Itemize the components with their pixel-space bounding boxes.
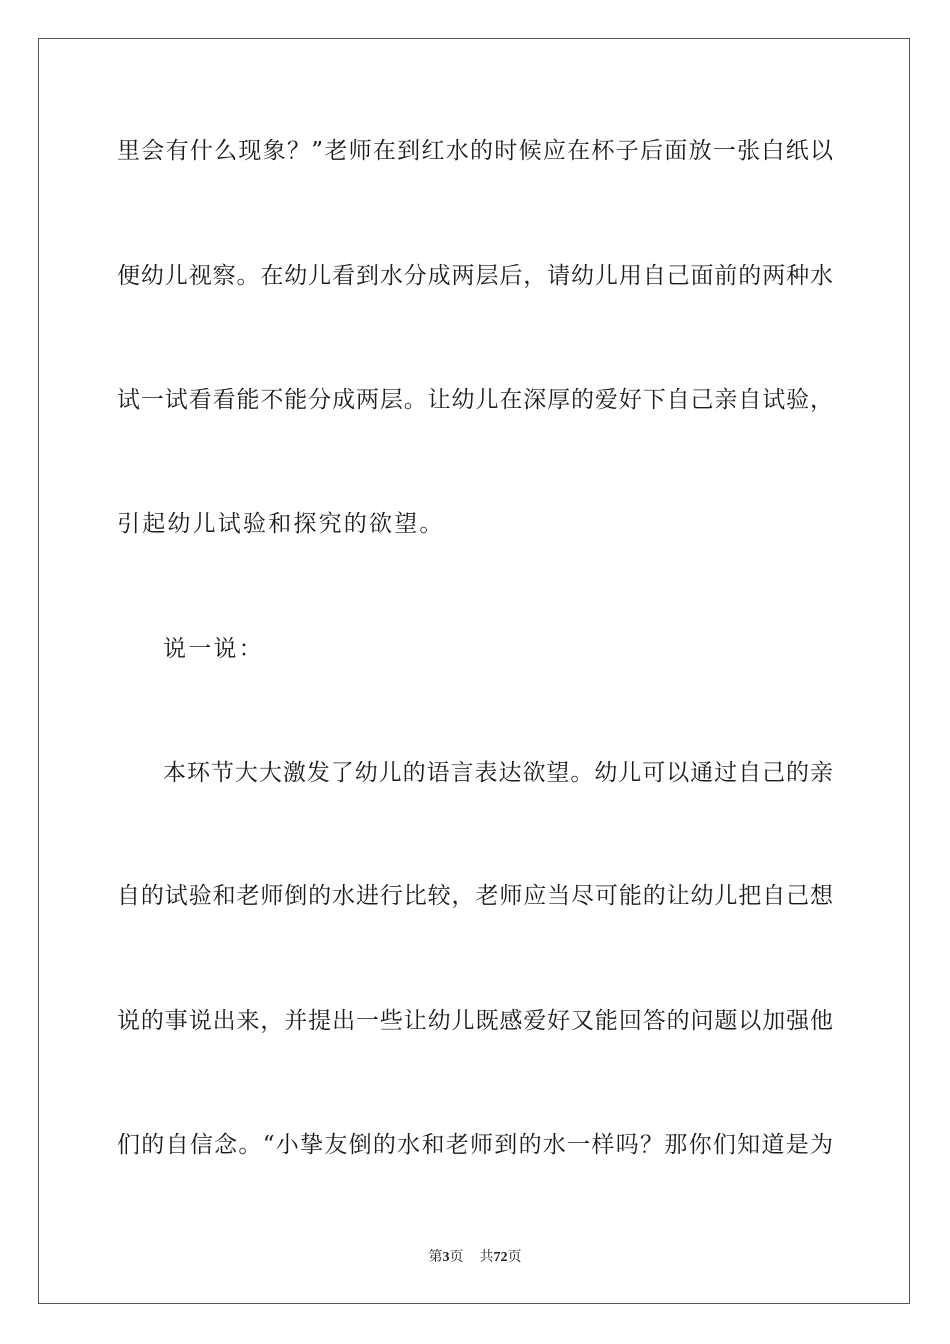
paragraph-line: 本环节大大激发了幼儿的语言表达欲望。幼儿可以通过自己的亲 <box>163 760 833 786</box>
page-prefix: 第 <box>428 1249 443 1265</box>
paragraph-line: 们的自信念。“小挚友倒的水和老师到的水一样吗？那你们知道是为 <box>117 1132 833 1158</box>
page-footer <box>0 1248 950 1267</box>
paragraph-line: 里会有什么现象？”老师在到红水的时候应在杯子后面放一张白纸以 <box>117 138 833 164</box>
paragraph-line: 引起幼儿试验和探究的欲望。 <box>117 511 445 537</box>
page-border <box>38 38 910 1304</box>
page-number: 3 <box>442 1250 450 1265</box>
section-heading: 说一说： <box>163 636 264 662</box>
paragraph-line: 便幼儿视察。在幼儿看到水分成两层后，请幼儿用自己面前的两种水 <box>117 263 833 289</box>
paragraph-line: 自的试验和老师倒的水进行比较，老师应当尽可能的让幼儿把自己想 <box>117 883 833 909</box>
paragraph-line: 说的事说出来，并提出一些让幼儿既感爱好又能回答的问题以加强他 <box>117 1008 833 1034</box>
total-prefix: 共 <box>479 1249 494 1265</box>
total-suffix: 页 <box>507 1249 522 1265</box>
total-pages: 72 <box>493 1250 508 1265</box>
page-suffix: 页 <box>449 1249 464 1265</box>
paragraph-line: 试一试看看能不能分成两层。让幼儿在深厚的爱好下自己亲自试验， <box>117 387 833 413</box>
